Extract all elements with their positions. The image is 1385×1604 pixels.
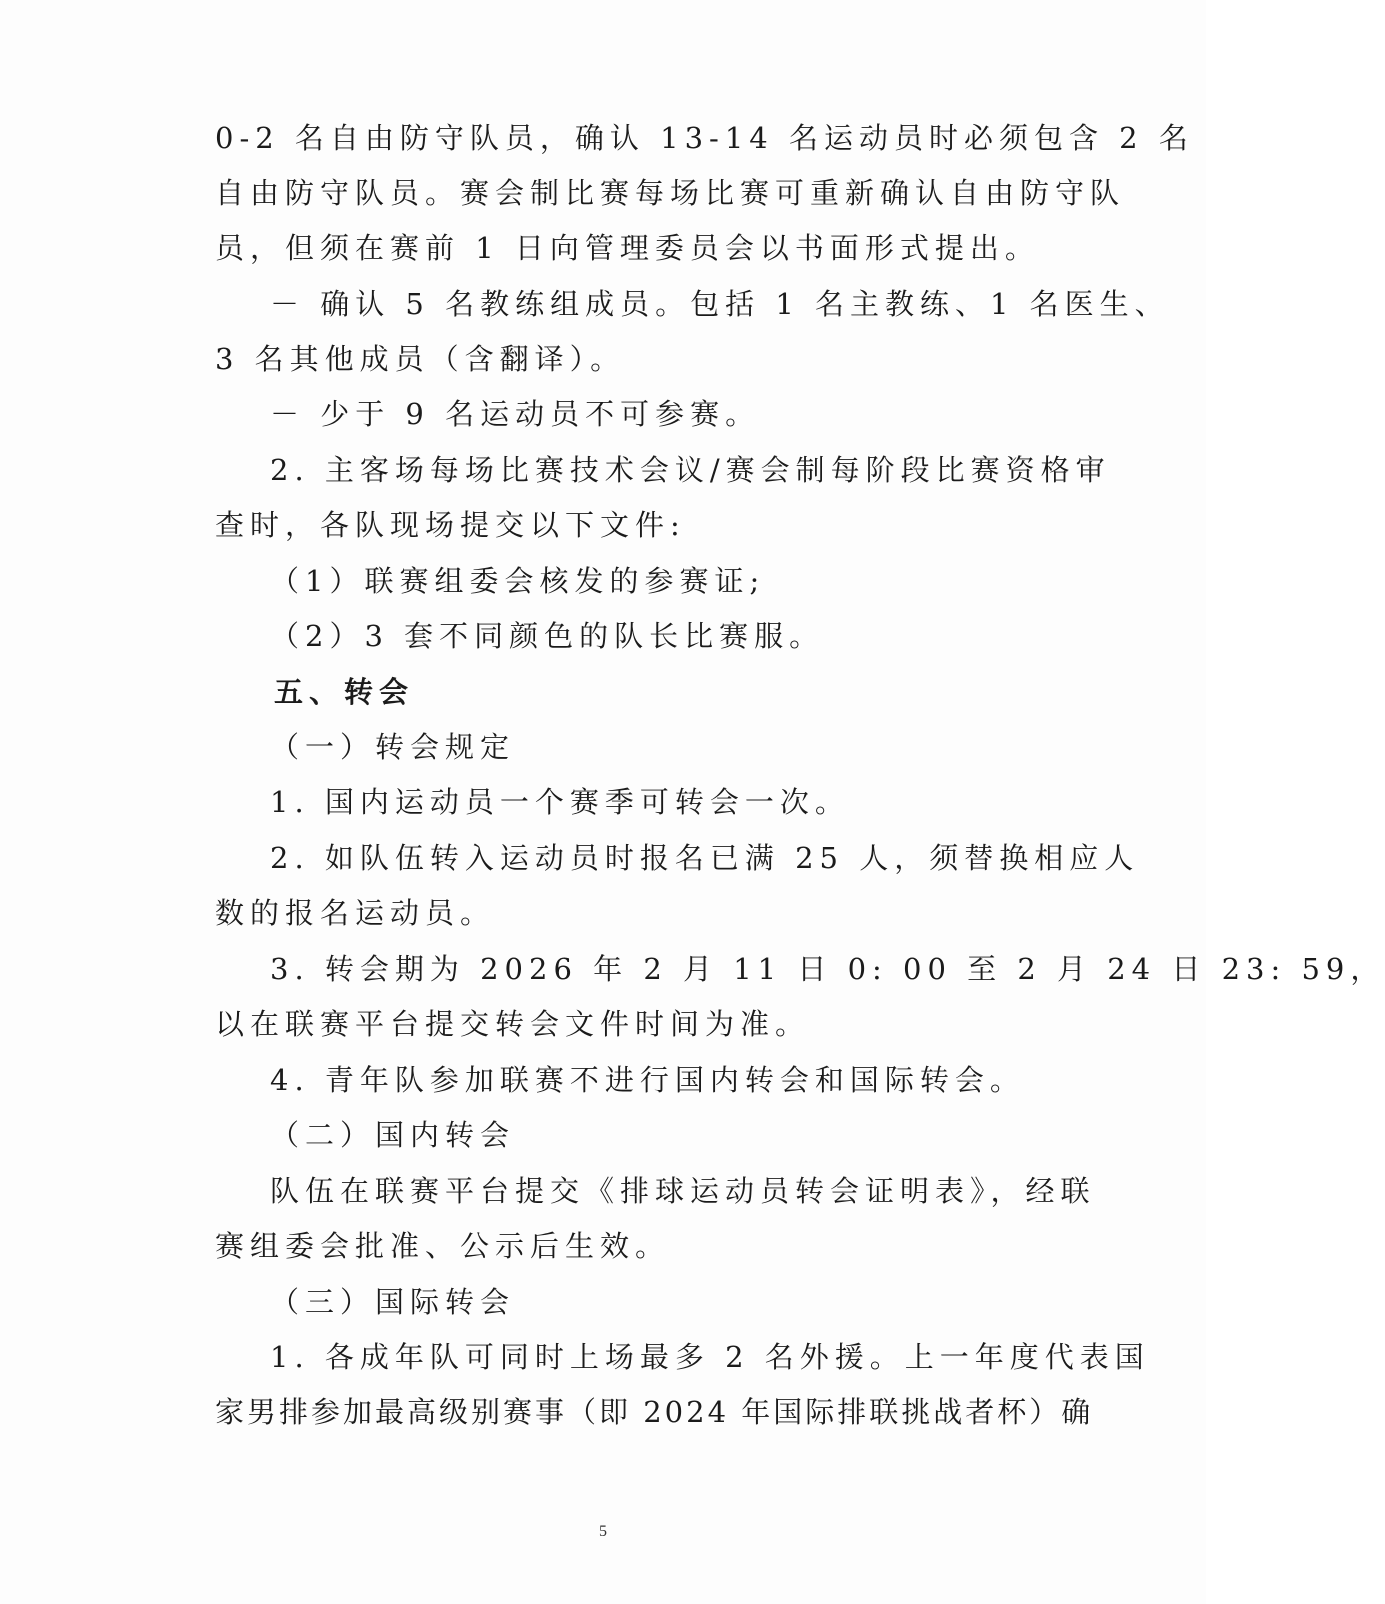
text-line: 数的报名运动员。	[215, 896, 496, 930]
text-line: － 确认 5 名教练组成员。包括 1 名主教练、1 名医生、	[270, 287, 1170, 321]
text-line: 1. 国内运动员一个赛季可转会一次。	[270, 785, 850, 819]
text-line: 3. 转会期为 2026 年 2 月 11 日 0: 00 至 2 月 24 日 23: 59，	[270, 952, 1385, 986]
page-number: 5	[599, 1523, 607, 1540]
text-line: 0-2 名自由防守队员，确认 13-14 名运动员时必须包含 2 名	[215, 121, 1194, 155]
text-line: － 少于 9 名运动员不可参赛。	[270, 397, 761, 431]
text-line: 家男排参加最高级别赛事（即 2024 年国际排联挑战者杯）确	[215, 1395, 1094, 1429]
subsection-heading: （三）国际转会	[270, 1285, 516, 1319]
text-line: 2. 主客场每场比赛技术会议/赛会制每阶段比赛资格审	[270, 453, 1111, 487]
text-line: 自由防守队员。赛会制比赛每场比赛可重新确认自由防守队	[215, 176, 1126, 210]
subsection-heading: （二）国内转会	[270, 1118, 516, 1152]
section-heading: 五、转会	[274, 675, 415, 709]
text-line: 3 名其他成员（含翻译）。	[215, 342, 626, 376]
text-line: （1）联赛组委会核发的参赛证;	[270, 564, 766, 598]
text-line: （2）3 套不同颜色的队长比赛服。	[270, 619, 825, 653]
subsection-heading: （一）转会规定	[270, 730, 516, 764]
text-line: 2. 如队伍转入运动员时报名已满 25 人，须替换相应人	[270, 841, 1140, 875]
text-line: 以在联赛平台提交转会文件时间为准。	[215, 1007, 811, 1041]
text-line: 员，但须在赛前 1 日向管理委员会以书面形式提出。	[215, 231, 1040, 265]
text-line: 4. 青年队参加联赛不进行国内转会和国际转会。	[270, 1063, 1025, 1097]
text-line: 1. 各成年队可同时上场最多 2 名外援。上一年度代表国	[270, 1340, 1150, 1374]
text-line: 赛组委会批准、公示后生效。	[215, 1229, 671, 1263]
text-line: 队伍在联赛平台提交《排球运动员转会证明表》，经联	[270, 1174, 1096, 1208]
text-line: 查时，各队现场提交以下文件:	[215, 508, 686, 542]
